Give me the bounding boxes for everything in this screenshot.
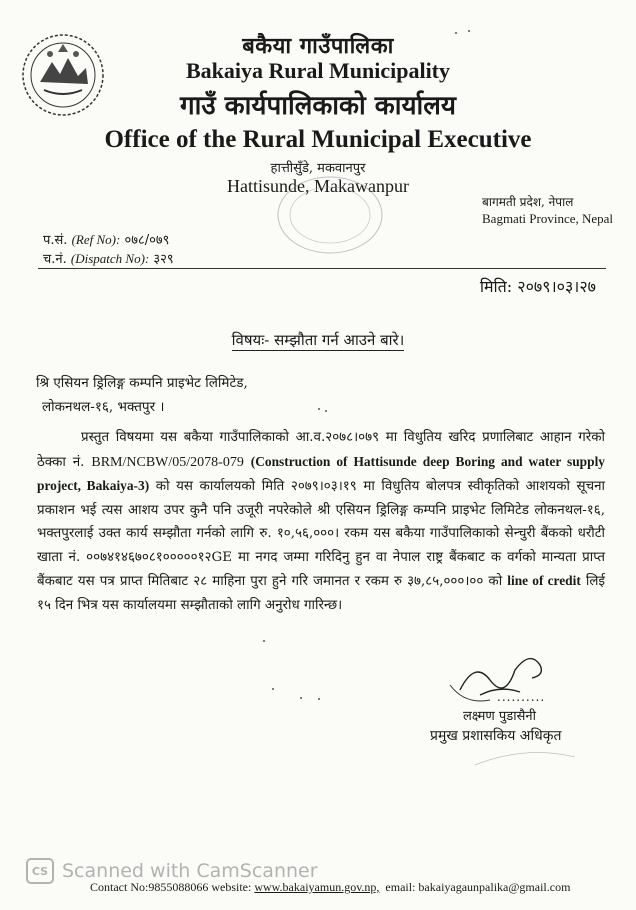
ref-number (43, 230, 169, 248)
location-en: Hattisunde, Makawanpur (227, 176, 409, 196)
office-name-np: गाउँ कार्यपालिकाको कार्यालय (180, 91, 456, 121)
municipality-name-en: Bakaiya Rural Municipality (185, 58, 451, 83)
ref-value: ०७८/०७९ (124, 233, 170, 248)
recipient-name: श्रि एसियन ड्रिलिङ्ग कम्पनि प्राइभेट लिमिटेड, (36, 375, 248, 391)
dispatch-number (43, 249, 174, 267)
dispatch-value: ३२९ (153, 252, 174, 267)
subject-text: विषयः- सम्झौता गर्न आउने बारे। (231, 331, 405, 349)
ref-label-np: प.सं. (43, 233, 68, 248)
municipality-name-np: बकैया गाउँपालिका (242, 33, 394, 59)
watermark-text: Scanned with CamScanner (62, 860, 318, 882)
body-closing: लिई १५ दिन भित्र यस कार्यालयमा सम्झौताको लागि अनुरोध गारिन्छ। (37, 574, 605, 613)
letter-subject (0, 330, 636, 350)
contact-number: 9855088066 (148, 880, 209, 894)
body-main: को यस कार्यालयको मिति २०७९।०३।१९ मा विधुतिय बोलपत्र स्वीकृतिको आशयको सूचना प्रकाशन भई त्यस आशय उपर कुनै पनि उजूरी नपरेकोले श्री एसियन ड्रिलिङ्ग कम्पनि प्राइभेट लिमिटेड लोकनथल-१६, भक्तपुरलाई उक्त कार्य सम्झौता गर्नको लागि रु. १०,५६,०००। रकम यस बकैया गाउँपालिकाको सेन्चुरी बैंकको धरौटी खाता नं. ००७४१४६७०८१०००००१२GE मा नगद जम्मा गरिदिनु हुन वा नेपाल राष्ट्र बैंकबाट क वर्गको मान्यता प्राप्त बैंकबाट यस पत्र प्राप्त मितिबाट २८ माहिना पुरा हुने गरि जमानत र रकम रु ३७,८५,०००।०० को (37, 479, 605, 589)
contact-label: Contact No: (90, 880, 149, 894)
line-of-credit: line of credit (507, 573, 581, 588)
body-paragraph (37, 426, 605, 617)
date-label: मिति: (479, 277, 513, 296)
ref-label-en: (Ref No): (71, 232, 121, 247)
province-en: Bagmati Province, Nepal (482, 211, 614, 226)
camscanner-logo-icon: CS (26, 858, 54, 884)
recipient-address: लोकनथल-१६, भक्तपुर । (42, 399, 165, 415)
contract-number: BRM/NCBW/05/2078-079 (91, 454, 244, 470)
date-value: २०७९।०३।२७ (517, 277, 596, 296)
website-link[interactable]: www.bakaiyamun.gov.np, (254, 880, 380, 894)
letter-footer (90, 880, 570, 895)
signature-line: .......... (497, 690, 546, 704)
signatory-name: लक्ष्मण पुडासैनी (463, 709, 536, 724)
officer-stamp-icon (470, 735, 580, 775)
location-np: हात्तीसुँडे, मकवानपुर (270, 161, 366, 176)
body-intro: प्रस्तुत विषयमा यस बकैया गाउँपालिकाको आ.व.२०७८।०७९ मा विधुतिय खरिद प्रणालिबाट आहान गरेको ठेक्का नं. (37, 430, 605, 470)
signatory-title: प्रमुख प्रशासकिय अधिकृत (430, 728, 562, 744)
dispatch-label-en: (Dispatch No): (70, 251, 150, 266)
dispatch-label-np: च.नं. (43, 252, 67, 267)
project-name: (Construction of Hattisunde deep Boring and water supply project, Bakaiya-3) (37, 453, 605, 493)
letter-date (480, 275, 596, 297)
header-divider (38, 268, 606, 269)
website-label: website: (211, 880, 252, 894)
office-stamp-icon (270, 170, 390, 260)
letter-body (37, 426, 605, 617)
office-name-en: Office of the Rural Municipal Executive (104, 126, 532, 153)
email-address[interactable]: bakaiyagaunpalika@gmail.com (418, 880, 571, 894)
province-np: बागमती प्रदेश, नेपाल (482, 195, 574, 209)
email-label: email: (385, 880, 416, 894)
